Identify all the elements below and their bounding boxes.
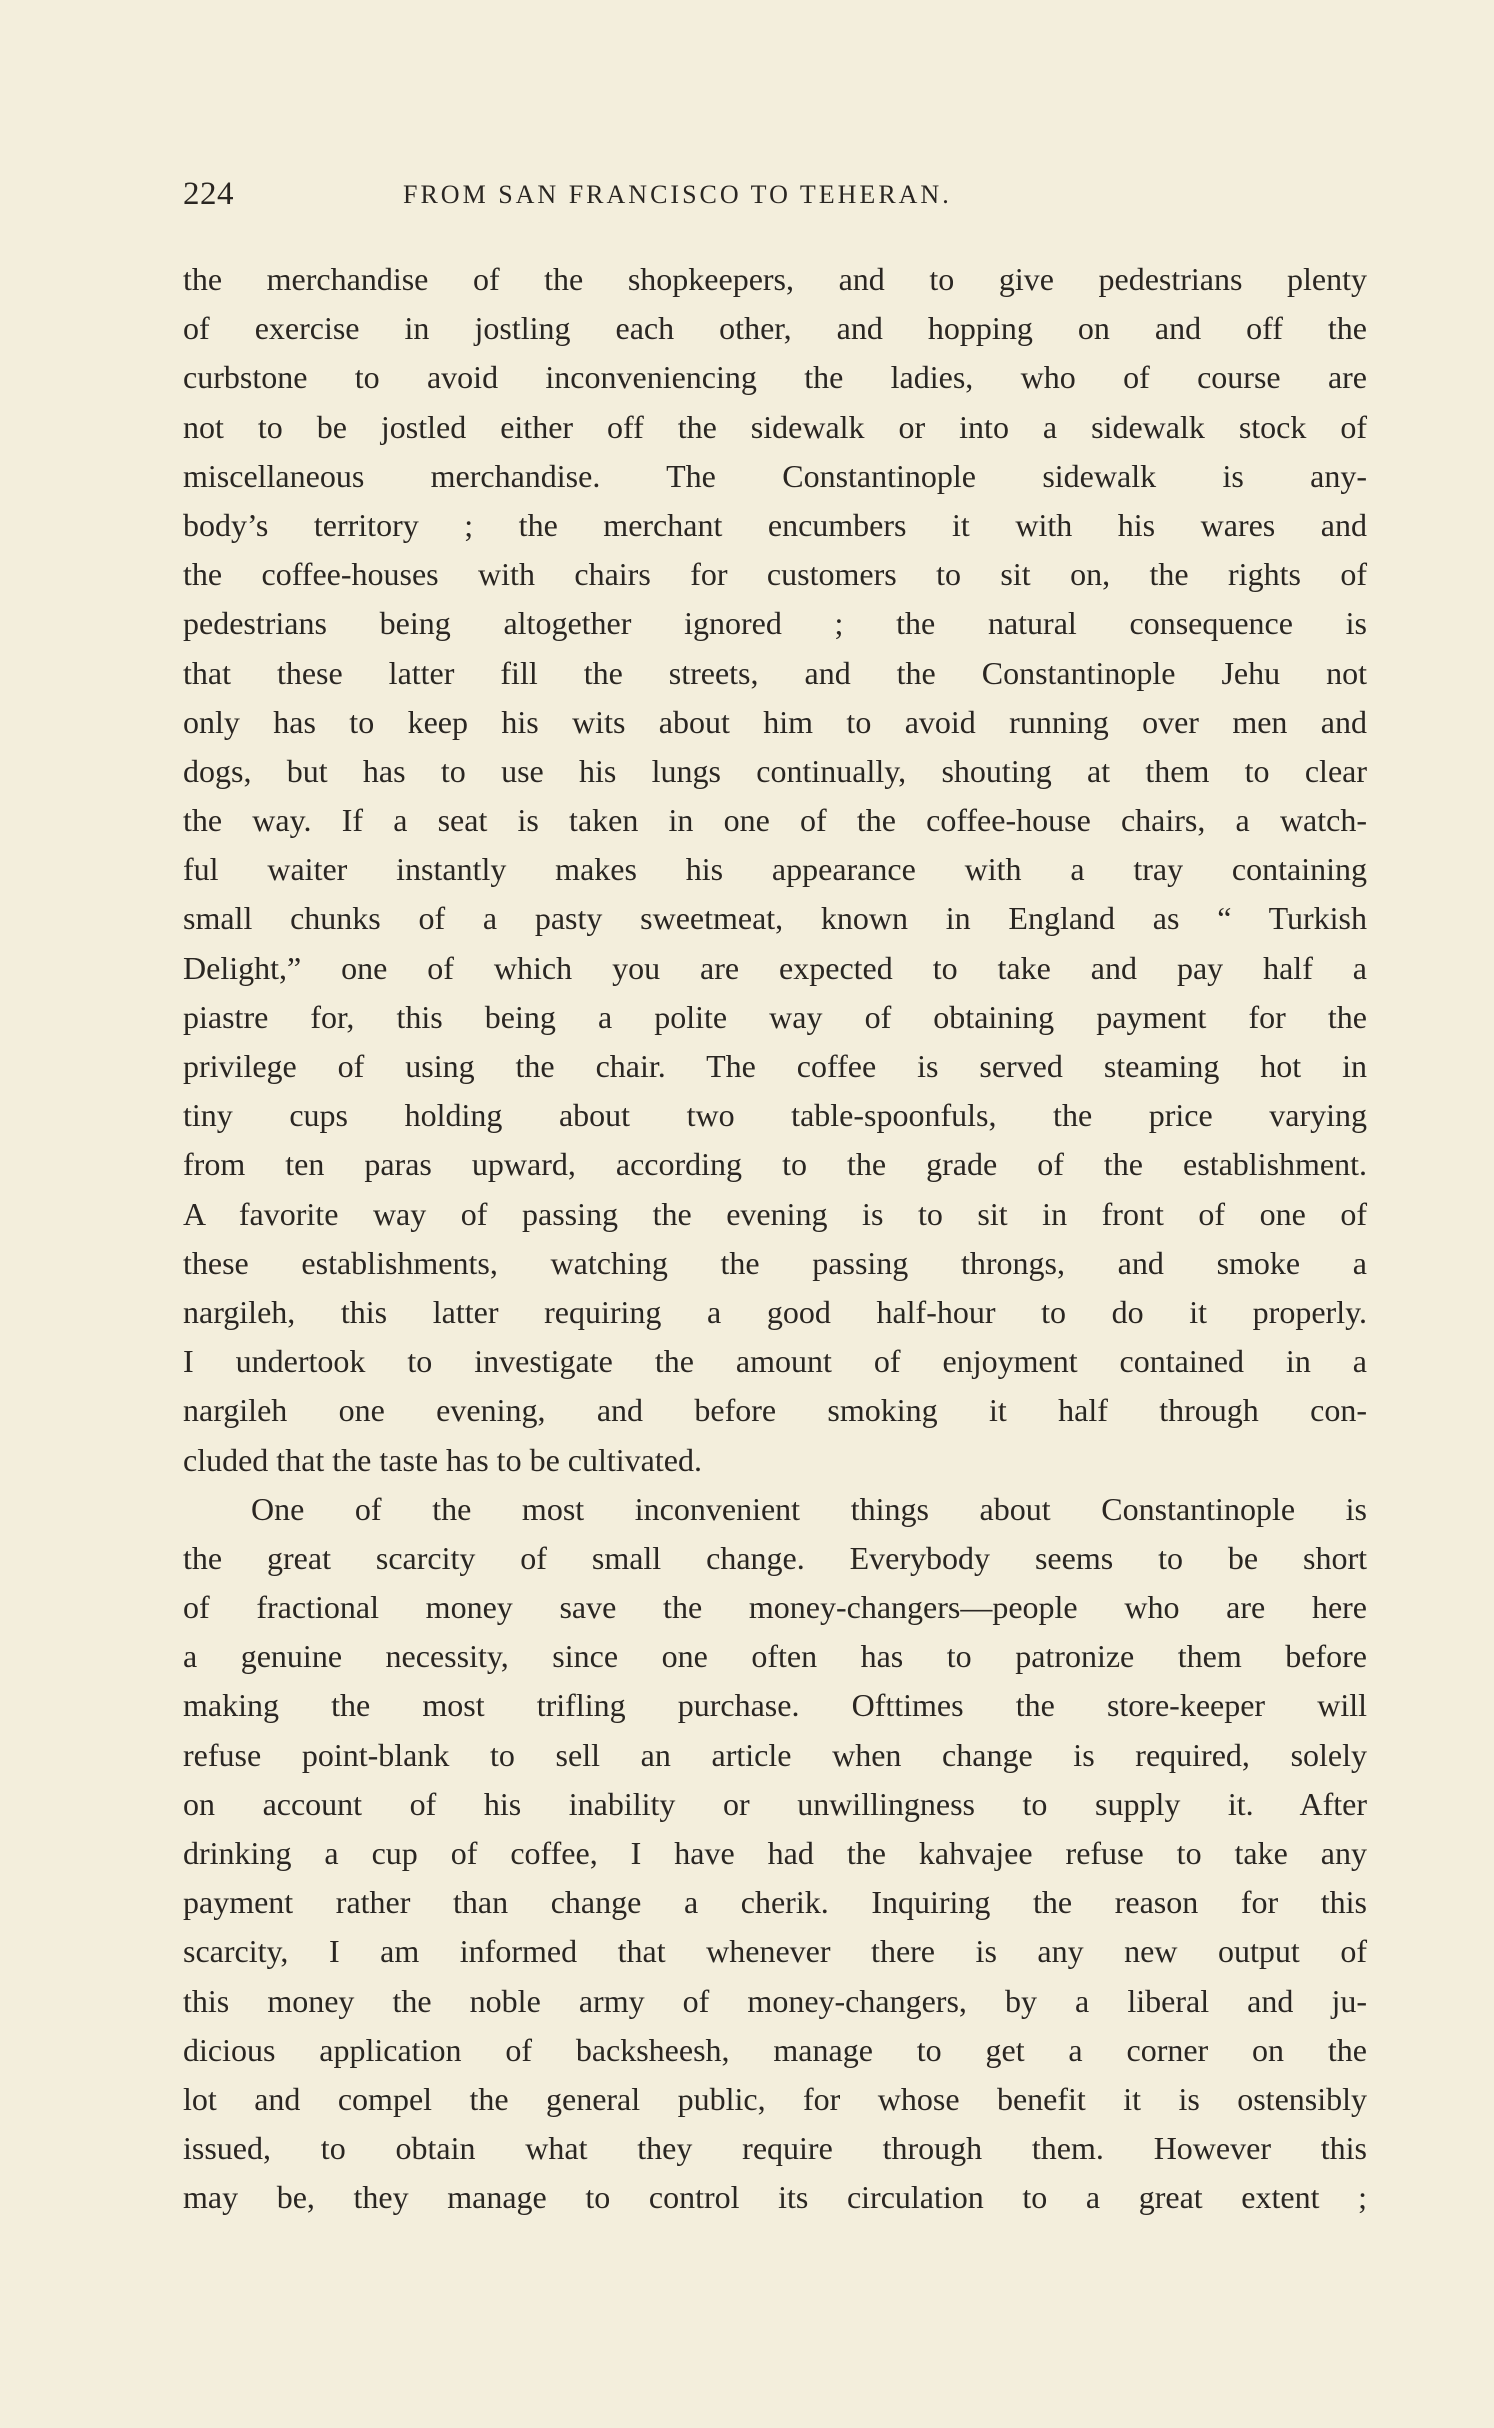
text-line: the coffee-houses with chairs for customers to sit on, the rights of <box>183 556 1367 593</box>
text-line: A favorite way of passing the evening is to sit in front of one of <box>183 1195 1367 1232</box>
text-line: curbstone to avoid inconveniencing the ladies, who of course are <box>183 359 1367 396</box>
text-line: a genuine necessity, since one often has to patronize them before <box>183 1638 1367 1675</box>
text-line: this money the noble army of money-changers, by a liberal and ju- <box>183 1982 1367 2019</box>
text-line: dicious application of backsheesh, manage to get a corner on the <box>183 2031 1367 2068</box>
body-text <box>183 255 1367 2223</box>
text-line: the way. If a seat is taken in one of the coffee-house chairs, a watch- <box>183 802 1367 839</box>
text-line: tiny cups holding about two table-spoonfuls, the price varying <box>183 1097 1367 1134</box>
text-line: not to be jostled either off the sidewalk or into a sidewalk stock of <box>183 408 1367 445</box>
text-line: refuse point-blank to sell an article when change is required, solely <box>183 1736 1367 1773</box>
text-line: the great scarcity of small change. Everybody seems to be short <box>183 1539 1367 1576</box>
text-line: I undertook to investigate the amount of enjoyment contained in a <box>183 1343 1367 1380</box>
text-line: lot and compel the general public, for whose benefit it is ostensibly <box>183 2080 1367 2117</box>
text-line: of fractional money save the money-changers—people who are here <box>183 1589 1367 1626</box>
text-line: Delight,” one of which you are expected to take and pay half a <box>183 949 1367 986</box>
text-line: that these latter fill the streets, and the Constantinople Jehu not <box>183 654 1367 691</box>
text-line: dogs, but has to use his lungs continually, shouting at them to clear <box>183 752 1367 789</box>
page-header <box>183 176 1373 226</box>
running-head: FROM SAN FRANCISCO TO TEHERAN. <box>403 180 952 209</box>
text-line: of exercise in jostling each other, and hopping on and off the <box>183 310 1367 347</box>
text-line: on account of his inability or unwillingness to supply it. After <box>183 1785 1367 1822</box>
text-line: One of the most inconvenient things about Constantinople is <box>251 1490 1367 1527</box>
text-line: cluded that the taste has to be cultivated. <box>183 1441 702 1478</box>
text-line: body’s territory ; the merchant encumbers it with his wares and <box>183 506 1367 543</box>
text-line: privilege of using the chair. The coffee is served steaming hot in <box>183 1048 1367 1084</box>
text-line: these establishments, watching the passing throngs, and smoke a <box>183 1244 1367 1281</box>
text-line: ful waiter instantly makes his appearance with a tray containing <box>183 851 1367 888</box>
text-line: issued, to obtain what they require through them. However this <box>183 2130 1367 2167</box>
text-line: may be, they manage to control its circulation to a great extent ; <box>183 2179 1367 2216</box>
text-line: only has to keep his wits about him to avoid running over men and <box>183 703 1367 740</box>
page-number: 224 <box>183 176 234 212</box>
text-line: small chunks of a pasty sweetmeat, known in England as “ Turkish <box>183 900 1367 937</box>
text-line: payment rather than change a cherik. Inquiring the reason for this <box>183 1884 1367 1921</box>
text-line: drinking a cup of coffee, I have had the kahvajee refuse to take any <box>183 1835 1367 1871</box>
text-line: making the most trifling purchase. Ofttimes the store-keeper will <box>183 1687 1367 1724</box>
text-line: scarcity, I am informed that whenever there is any new output of <box>183 1933 1367 1970</box>
text-line: nargileh, this latter requiring a good half-hour to do it properly. <box>183 1293 1367 1330</box>
text-line: piastre for, this being a polite way of obtaining payment for the <box>183 998 1367 1035</box>
text-line: the merchandise of the shopkeepers, and to give pedestrians plenty <box>183 261 1367 297</box>
text-line: from ten paras upward, according to the grade of the establishment. <box>183 1146 1367 1183</box>
text-line: nargileh one evening, and before smoking it half through con- <box>183 1392 1367 1429</box>
text-line: pedestrians being altogether ignored ; the natural consequence is <box>183 605 1367 642</box>
text-line: miscellaneous merchandise. The Constantinople sidewalk is any- <box>183 457 1367 494</box>
